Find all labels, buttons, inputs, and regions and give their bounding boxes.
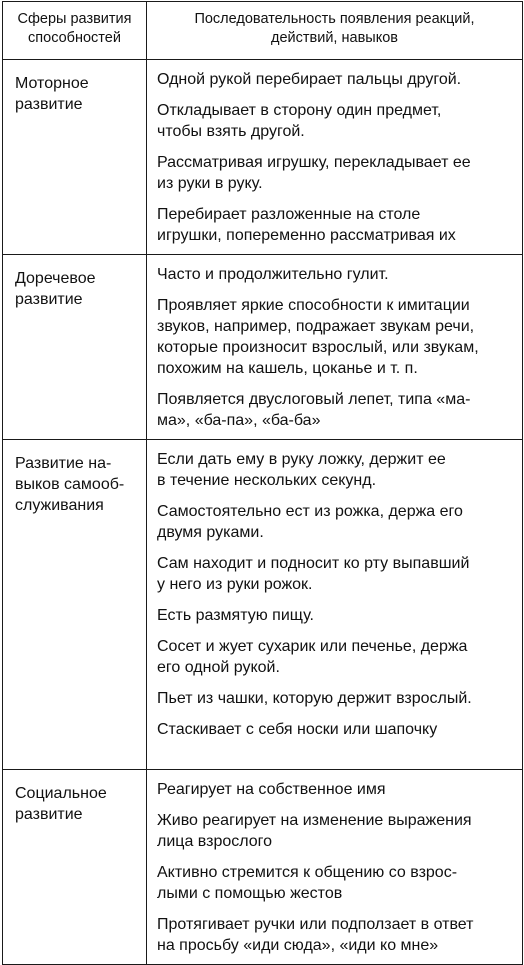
sphere-cell — [3, 770, 147, 965]
sphere-label: Моторное развитие — [15, 75, 89, 113]
table-header-row — [3, 2, 523, 60]
header-sequence — [147, 2, 523, 60]
sphere-cell — [3, 60, 147, 255]
list-item: Проявляет яркие способности к имитации звуков, например, подражает звукам речи, которые произносит взрослый, или звукам, похожим на кашель, цоканье и т. п. — [157, 297, 479, 377]
list-item: Пьет из чашки, которую держит взрослый. — [157, 690, 472, 707]
list-item: Сосет и жует сухарик или печенье, держа его одной рукой. — [157, 638, 468, 676]
list-item: Если дать ему в руку ложку, держит ее в течение нескольких секунд. — [157, 451, 446, 489]
list-item: Активно стремится к общению со взрос- лыми с помощью жестов — [157, 864, 458, 902]
sphere-label: Доречевое развитие — [15, 270, 96, 308]
items-cell — [147, 440, 523, 770]
development-table — [2, 1, 523, 965]
header-spheres — [3, 2, 147, 60]
table-body — [3, 60, 523, 965]
list-item: Есть размятую пищу. — [157, 607, 314, 624]
items-cell — [147, 60, 523, 255]
sphere-label: Социальное развитие — [15, 785, 107, 823]
header-spheres-text: Сферы развития способностей — [17, 11, 132, 46]
sphere-cell — [3, 440, 147, 770]
sphere-label: Развитие на- выков самооб- служивания — [15, 455, 125, 514]
list-item: Рассматривая игрушку, перекладывает ее из руки в руку. — [157, 154, 471, 192]
list-item: Откладывает в сторону один предмет, чтобы взять другой. — [157, 102, 442, 140]
list-item: Часто и продолжительно гулит. — [157, 266, 389, 283]
list-item: Протягивает ручки или подползает в ответ на просьбу «иди сюда», «иди ко мне» — [157, 916, 474, 954]
table-row — [3, 440, 523, 770]
list-item: Живо реагирует на изменение выражения лица взрослого — [157, 812, 472, 850]
sphere-cell — [3, 255, 147, 440]
items-cell — [147, 255, 523, 440]
list-item: Одной рукой перебирает пальцы другой. — [157, 71, 462, 88]
list-item: Реагирует на собственное имя — [157, 781, 386, 798]
items-cell — [147, 770, 523, 965]
table-row — [3, 770, 523, 965]
list-item: Перебирает разложенные на столе игрушки, попеременно рассматривая их — [157, 206, 456, 244]
list-item: Самостоятельно ест из рожка, держа его двумя руками. — [157, 503, 463, 541]
table-row — [3, 60, 523, 255]
list-item: Сам находит и подносит ко рту выпавший у него из руки рожок. — [157, 555, 470, 593]
header-sequence-text: Последовательность появления реакций, действий, навыков — [194, 11, 475, 46]
list-item: Появляется двуслоговый лепет, типа «ма- ма», «ба-па», «ба-ба» — [157, 391, 471, 429]
list-item: Стаскивает с себя носки или шапочку — [157, 721, 438, 738]
table-row — [3, 255, 523, 440]
